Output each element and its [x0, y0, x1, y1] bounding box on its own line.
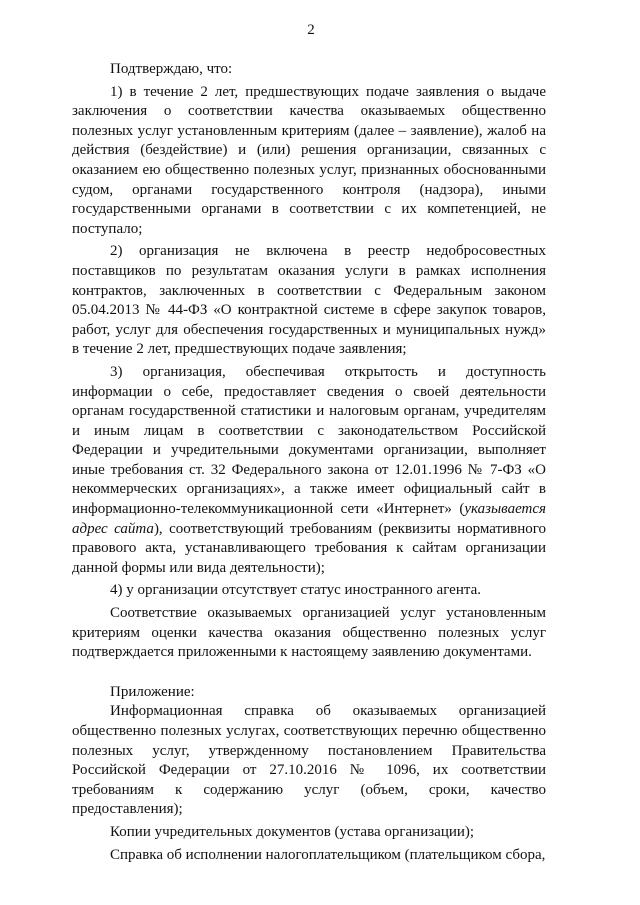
- appendix-title: Приложение:: [110, 683, 195, 700]
- confirmation-item-2: 2) организация не включена в реестр недобросовестных поставщиков по результатам оказания услуги в рамках исполнения контрактов, заключенных в соответствии с Федеральным законом 05.04.2013 № 44-ФЗ «О контрактной системе в сфере закупок товаров, работ, услуг для обеспечения государственных и муниципальных нужд» в течение 2 лет, предшествующих подаче заявления;: [72, 243, 546, 358]
- appendix-item-3: Справка об исполнении налогоплательщиком (плательщиком сбора,: [110, 846, 546, 863]
- page-number: 2: [307, 22, 315, 38]
- spacer: [72, 663, 546, 683]
- appendix-item-1: Информационная справка об оказываемых организацией общественно полезных услугах, соответствующих перечню общественно полезных услуг, утвержденному постановлением Правительства Российской Федерации от 27.10.2016 № 1096, их соответствии требованиям к содержанию услуг (объем, сроки, качество предоставления);: [72, 703, 546, 818]
- intro-text: Подтверждаю, что:: [110, 61, 233, 77]
- confirmation-item-1: 1) в течение 2 лет, предшествующих подаче заявления о выдаче заключения о соответствии качества оказываемых общественно полезных услуг установленным критериям (далее – заявление), жалоб на действия (бездействие) и (или) решения организации, связанных с оказанием ею общественно полезных услуг, признанных обоснованными судом, органами государственного контроля (надзора), иными государственными органами в соответствии с их компетенцией, не поступало;: [72, 83, 546, 237]
- conformity-statement: Соответствие оказываемых организацией услуг установленным критериям оценки качества оказания общественно полезных услуг подтверждается приложенными к настоящему заявлению документами.: [72, 605, 546, 661]
- document-body: [72, 60, 546, 865]
- item-3-text-before: 3) организация, обеспечивая открытость и доступность информации о себе, предоставляет сведения о своей деятельности органам государственной статистики и налоговым органам, учредителям и иным лицам в соответствии с законодательством Российской Федерации и учредительными документами организации, выполняет иные требования ст. 32 Федерального закона от 12.01.1996 № 7-ФЗ «О некоммерческих организациях», а также имеет официальный сайт в информационно-телекоммуникационной сети «Интернет» (: [72, 363, 546, 518]
- confirmation-item-4: 4) у организации отсутствует статус иностранного агента.: [110, 582, 482, 599]
- item-3-text-after: ), соответствующий требованиям (реквизиты нормативного правового акта, устанавливающего требования к сайтам организации данной формы или вида деятельности);: [72, 520, 547, 576]
- website-placeholder: указывается адрес сайта: [72, 501, 546, 537]
- confirmation-item-3: [72, 363, 546, 579]
- appendix-item-2: Копии учредительных документов (устава организации);: [110, 823, 475, 840]
